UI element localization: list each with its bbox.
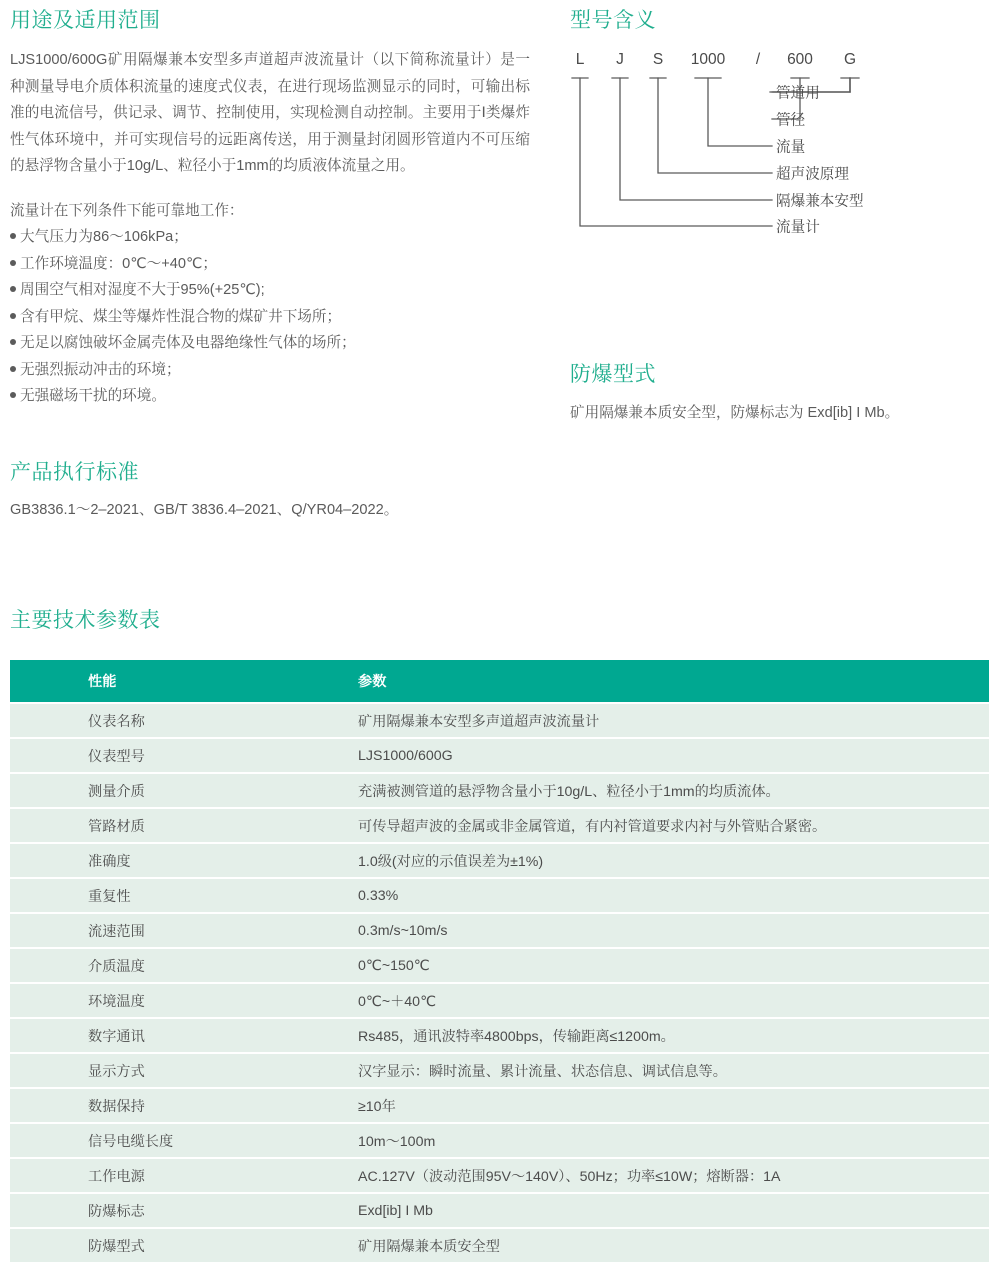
explosion-proof-text: 矿用隔爆兼本质安全型，防爆标志为 Exd[ib] I Mb。 bbox=[570, 405, 900, 421]
cell-parameter: 汉字显示：瞬时流量、累计流量、状态信息、调试信息等。 bbox=[274, 1054, 989, 1087]
cell-parameter: Exd[ib] I Mb bbox=[274, 1194, 989, 1227]
table-row bbox=[10, 879, 989, 912]
cell-performance: 信号电缆长度 bbox=[10, 1124, 270, 1157]
list-item bbox=[10, 304, 530, 331]
table-row bbox=[10, 739, 989, 772]
table-row bbox=[10, 949, 989, 982]
condition-text: 大气压力为86～106kPa； bbox=[20, 229, 188, 246]
cell-performance: 防爆型式 bbox=[10, 1229, 270, 1262]
column-header-parameter: 参数 bbox=[274, 660, 989, 702]
conditions-intro: 流量计在下列条件下能可靠地工作： bbox=[10, 202, 244, 219]
model-code-part: G bbox=[843, 51, 857, 68]
cell-parameter: 0.33% bbox=[274, 879, 989, 912]
model-label-group bbox=[560, 45, 1000, 235]
cell-performance: 环境温度 bbox=[10, 984, 270, 1017]
cell-parameter: 可传导超声波的金属或非金属管道，有内衬管道要求内衬与外管贴合紧密。 bbox=[274, 809, 989, 842]
table-row bbox=[10, 1124, 989, 1157]
condition-text: 工作环境温度：0℃～+40℃； bbox=[20, 255, 217, 272]
table-row bbox=[10, 1194, 989, 1227]
model-code-part: S bbox=[652, 51, 664, 68]
table-row bbox=[10, 809, 989, 842]
model-label: 管径 bbox=[776, 112, 806, 129]
model-code-part: L bbox=[575, 51, 585, 68]
model-label: 管道用 bbox=[776, 85, 820, 102]
spec-table-head bbox=[10, 660, 989, 702]
cell-performance: 仪表型号 bbox=[10, 739, 270, 772]
condition-text: 无强磁场干扰的环境。 bbox=[20, 388, 166, 405]
table-header-row bbox=[10, 660, 989, 702]
cell-parameter: LJS1000/600G bbox=[274, 739, 989, 772]
table-row bbox=[10, 1089, 989, 1122]
cell-performance: 显示方式 bbox=[10, 1054, 270, 1087]
list-item bbox=[10, 224, 530, 251]
spec-table-body bbox=[10, 704, 989, 1262]
table-row bbox=[10, 914, 989, 947]
standards-heading: 产品执行标准 bbox=[10, 461, 139, 484]
cell-performance: 仪表名称 bbox=[10, 704, 270, 737]
model-code-part: 600 bbox=[787, 51, 813, 68]
purpose-paragraph: LJS1000/600G矿用隔爆兼本安型多声道超声波流量计（以下简称流量计）是一种测量导电介质体积流量的速度式仪表，在进行现场监测显示的同时，可输出标准的电流信号，供记录、调节、控制使用，实现检测自动控制。主要用于Ⅰ类爆炸性气体环境中，并可实现信号的远距离传送，用于测量封闭圆形管道内不可压缩的悬浮物含量小于10g/L、粒径小于1mm的均质液体流量之用。 bbox=[10, 52, 530, 175]
condition-text: 周围空气相对湿度不大于95%(+25℃); bbox=[20, 282, 265, 299]
bullet-icon bbox=[10, 392, 16, 398]
table-row bbox=[10, 1019, 989, 1052]
cell-parameter: 充满被测管道的悬浮物含量小于10g/L、粒径小于1mm的均质流体。 bbox=[274, 774, 989, 807]
condition-text: 无强烈振动冲击的环境； bbox=[20, 361, 181, 378]
cell-performance: 防爆标志 bbox=[10, 1194, 270, 1227]
cell-parameter: 0.3m/s~10m/s bbox=[274, 914, 989, 947]
list-item bbox=[10, 330, 530, 357]
cell-performance: 准确度 bbox=[10, 844, 270, 877]
bullet-icon bbox=[10, 233, 16, 239]
bullet-icon bbox=[10, 313, 16, 319]
table-row bbox=[10, 1054, 989, 1087]
bullet-icon bbox=[10, 339, 16, 345]
list-item bbox=[10, 251, 530, 278]
list-item bbox=[10, 357, 530, 384]
cell-performance: 介质温度 bbox=[10, 949, 270, 982]
purpose-heading: 用途及适用范围 bbox=[10, 9, 161, 32]
table-row bbox=[10, 984, 989, 1017]
list-item bbox=[10, 383, 530, 410]
cell-performance: 测量介质 bbox=[10, 774, 270, 807]
model-label: 隔爆兼本安型 bbox=[776, 193, 864, 210]
model-label: 流量 bbox=[776, 139, 806, 156]
list-item bbox=[10, 277, 530, 304]
left-column bbox=[10, 8, 530, 410]
spec-table bbox=[10, 658, 989, 1264]
cell-parameter: 1.0级(对应的示值误差为±1%) bbox=[274, 844, 989, 877]
cell-parameter: ≥10年 bbox=[274, 1089, 989, 1122]
table-row bbox=[10, 1159, 989, 1192]
cell-performance: 数字通讯 bbox=[10, 1019, 270, 1052]
table-row bbox=[10, 1229, 989, 1262]
table-row bbox=[10, 774, 989, 807]
cell-parameter: 0℃~150℃ bbox=[274, 949, 989, 982]
model-heading: 型号含义 bbox=[570, 9, 656, 32]
cell-performance: 重复性 bbox=[10, 879, 270, 912]
bullet-icon bbox=[10, 286, 16, 292]
model-label: 流量计 bbox=[776, 219, 820, 236]
condition-text: 无足以腐蚀破坏金属壳体及电器绝缘性气体的场所； bbox=[20, 335, 356, 352]
cell-performance: 流速范围 bbox=[10, 914, 270, 947]
model-code-part: / bbox=[755, 51, 761, 68]
spec-table-heading: 主要技术参数表 bbox=[10, 609, 161, 632]
model-code-part: 1000 bbox=[690, 51, 726, 68]
bullet-icon bbox=[10, 366, 16, 372]
cell-parameter: 矿用隔爆兼本质安全型 bbox=[274, 1229, 989, 1262]
column-header-performance: 性能 bbox=[10, 660, 270, 702]
bullet-icon bbox=[10, 260, 16, 266]
model-designation-diagram bbox=[560, 45, 1000, 235]
table-row bbox=[10, 704, 989, 737]
model-code-part: J bbox=[616, 51, 624, 68]
conditions-list bbox=[10, 224, 530, 410]
cell-performance: 管路材质 bbox=[10, 809, 270, 842]
cell-performance: 数据保持 bbox=[10, 1089, 270, 1122]
cell-parameter: 矿用隔爆兼本安型多声道超声波流量计 bbox=[274, 704, 989, 737]
cell-parameter: AC.127V（波动范围95V～140V）、50Hz；功率≤10W；熔断器：1A bbox=[274, 1159, 989, 1192]
condition-text: 含有甲烷、煤尘等爆炸性混合物的煤矿井下场所； bbox=[20, 308, 342, 325]
cell-parameter: 0℃~＋40℃ bbox=[274, 984, 989, 1017]
explosion-proof-heading: 防爆型式 bbox=[570, 363, 656, 386]
table-row bbox=[10, 844, 989, 877]
standards-text: GB3836.1～2–2021、GB/T 3836.4–2021、Q/YR04–2022。 bbox=[10, 502, 399, 518]
model-label: 超声波原理 bbox=[776, 166, 849, 183]
cell-performance: 工作电源 bbox=[10, 1159, 270, 1192]
cell-parameter: 10m～100m bbox=[274, 1124, 989, 1157]
cell-parameter: Rs485，通讯波特率4800bps，传输距离≤1200m。 bbox=[274, 1019, 989, 1052]
